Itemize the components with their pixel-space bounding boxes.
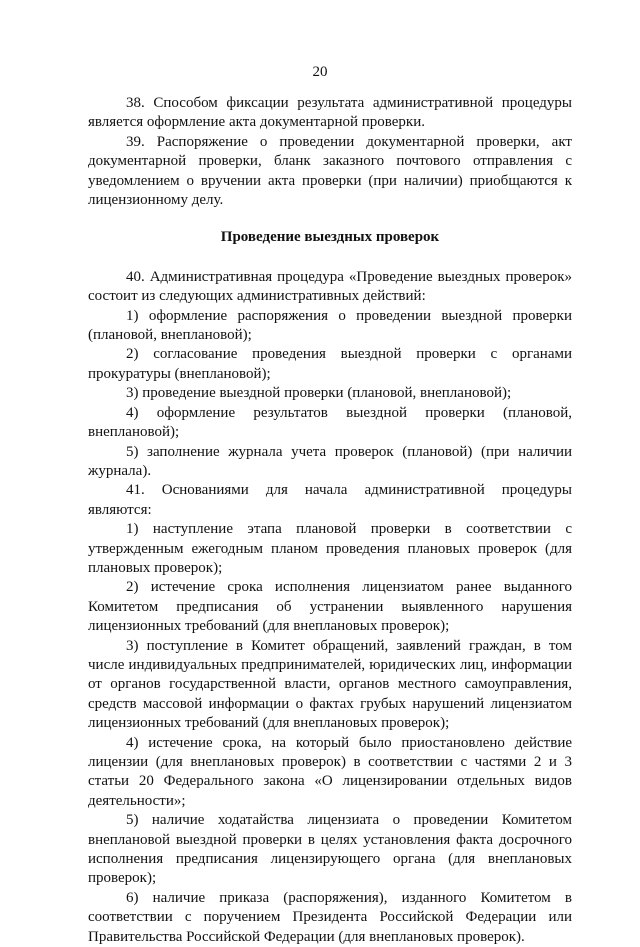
list-item-40-2: 2) согласование проведения выездной проверки с органами прокуратуры (внеплановой); xyxy=(88,346,572,382)
paragraph-40: 40. Административная процедура «Проведение выездных проверок» состоит из следующих административных действий: xyxy=(88,268,572,305)
list-item-40-5: 5) заполнение журнала учета проверок (плановой) (при наличии журнала). xyxy=(88,443,572,479)
section-heading: Проведение выездных проверок xyxy=(220,229,440,246)
page-number: 20 xyxy=(312,64,328,80)
list-item-41-1: 1) наступление этапа плановой проверки в соответствии с утвержденным ежегодным планом проведения плановых проверок (для плановых проверок); xyxy=(88,521,572,576)
list-item-41-2: 2) истечение срока исполнения лицензиатом ранее выданного Комитетом предписания об устранении выявленного нарушения лицензионных требований (для внеплановых проверок); xyxy=(88,579,572,635)
list-item-40-3: 3) проведение выездной проверки (плановой, внеплановой); xyxy=(126,385,512,402)
list-item-41-6: 6) наличие приказа (распоряжения), изданного Комитетом в соответствии с поручением Президента Российской Федерации или Правительства Российской Федерации (для внеплановых проверок). xyxy=(88,889,572,945)
paragraph-41: 41. Основаниями для начала административной процедуры являются: xyxy=(88,482,572,518)
list-item-41-4: 4) истечение срока, на который было приостановлено действие лицензии (для внеплановых проверок) в соответствии с частями 2 и 3 статьи 20 Федерального закона «О лицензировании отдельных видов деятельности»; xyxy=(88,734,572,809)
list-item-40-4: 4) оформление результатов выездной проверки (плановой, внеплановой); xyxy=(88,404,572,441)
paragraph-39: 39. Распоряжение о проведении документарной проверки, акт документарной проверки, бланк заказного почтового отправления с уведомлением о вручении акта проверки (при наличии) приобщаются к лицензионному делу. xyxy=(88,133,572,209)
paragraph-38: 38. Способом фиксации результата административной процедуры является оформление акта документарной проверки. xyxy=(88,95,572,131)
list-item-41-3: 3) поступление в Комитет обращений, заявлений граждан, в том числе индивидуальных предпринимателей, юридических лиц, информации от органов государственной власти, органов местного самоуправления, средств массовой информации о фактах грубых нарушений лицензиатом лицензионных требований (для внеплановых проверок); xyxy=(88,637,572,732)
list-item-40-1: 1) оформление распоряжения о проведении выездной проверки (плановой, внеплановой); xyxy=(88,307,572,344)
document-body xyxy=(88,94,572,947)
list-item-41-5: 5) наличие ходатайства лицензиата о проведении Комитетом внеплановой выездной проверки в целях установления факта досрочного исполнения предписания лицензирующего органа (для внеплановых проверок); xyxy=(88,812,572,887)
